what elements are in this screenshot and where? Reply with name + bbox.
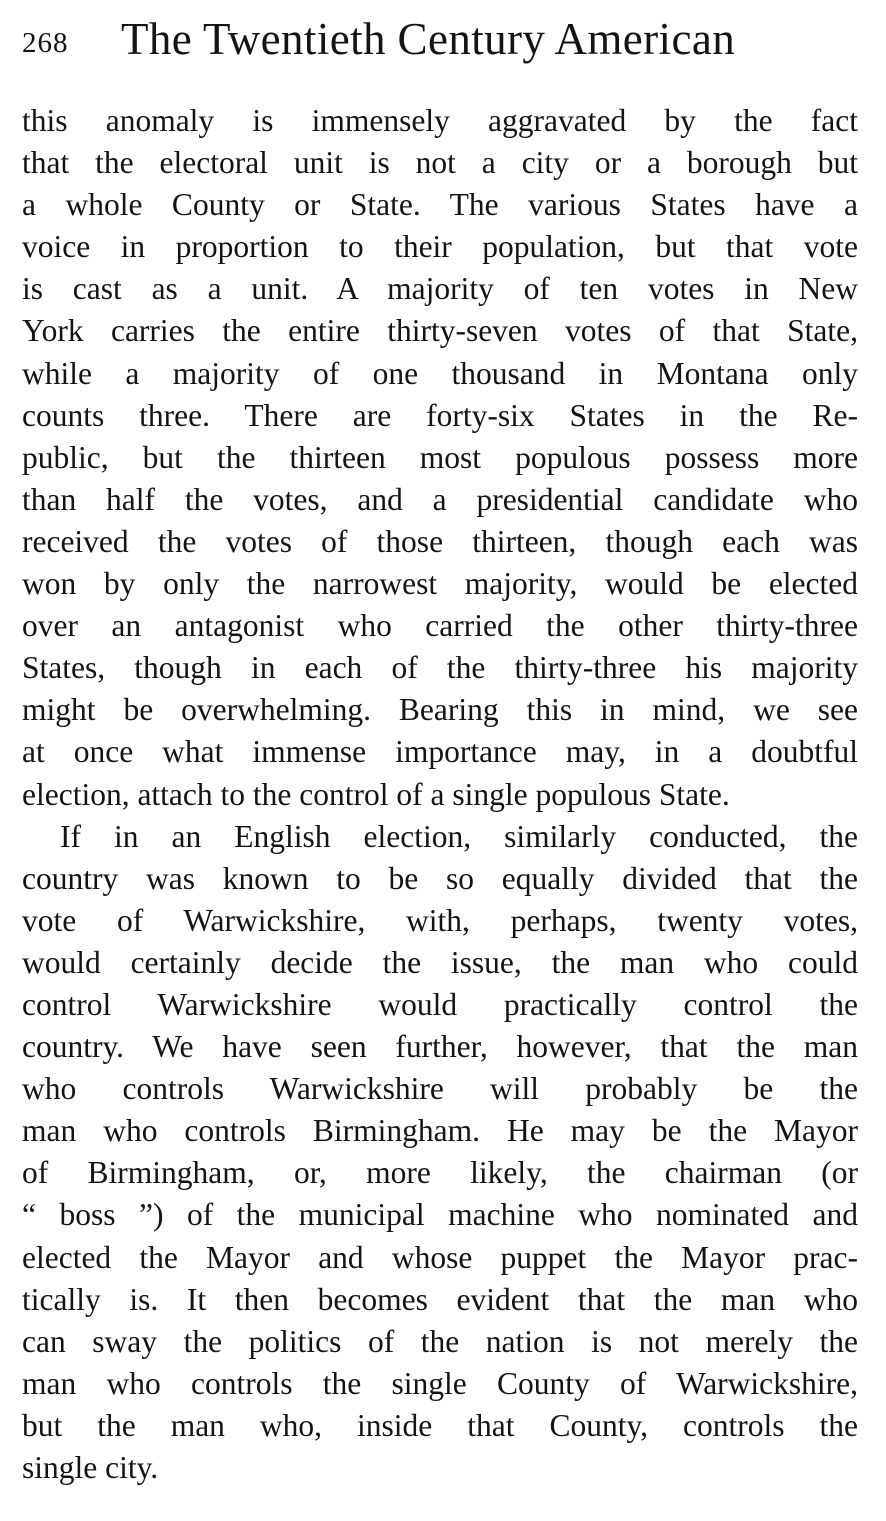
text-line: received the votes of those thirteen, though each was (22, 523, 858, 559)
text-line: voice in proportion to their population, but that vote (22, 229, 858, 265)
text-line: counts three. There are forty-six States in the Re- (22, 397, 858, 433)
text-line: is cast as a unit. A majority of ten votes in New (22, 271, 858, 307)
text-line: control Warwickshire would practically control the (22, 986, 858, 1022)
text-line: country was known to be so equally divided that the (22, 860, 858, 896)
text-line: over an antagonist who carried the other thirty-three (22, 608, 858, 644)
text-line: while a majority of one thousand in Montana only (22, 355, 858, 391)
text-line: at once what immense importance may, in a doubtful (22, 734, 858, 770)
text-line: “ boss ”) of the municipal machine who nominated and (22, 1197, 858, 1233)
paragraph-end-line: single city. (22, 1450, 159, 1485)
text-line: than half the votes, and a presidential candidate who (22, 481, 858, 517)
text-line: public, but the thirteen most populous possess more (22, 439, 858, 475)
text-line: who controls Warwickshire will probably be the (22, 1071, 858, 1107)
running-head (22, 8, 862, 68)
paragraph-end-line: election, attach to the control of a single populous State. (22, 776, 730, 812)
text-line: might be overwhelming. Bearing this in mind, we see (22, 692, 858, 728)
page-number: 268 (22, 27, 69, 59)
text-line: tically is. It then becomes evident that the man who (22, 1281, 858, 1317)
text-line: won by only the narrowest majority, would be elected (22, 566, 858, 602)
text-line: this anomaly is immensely aggravated by the fact (22, 103, 858, 138)
text-line: vote of Warwickshire, with, perhaps, twenty votes, (22, 902, 858, 938)
text-line: States, though in each of the thirty-three his majority (22, 650, 858, 686)
text-line: of Birmingham, or, more likely, the chairman (or (22, 1155, 858, 1191)
text-line: elected the Mayor and whose puppet the Mayor prac- (22, 1239, 858, 1275)
text-line: man who controls Birmingham. He may be the Mayor (22, 1113, 858, 1149)
text-line: man who controls the single County of Warwickshire, (22, 1365, 858, 1401)
book-title: The Twentieth Century American (121, 14, 736, 64)
text-line: country. We have seen further, however, that the man (22, 1029, 858, 1065)
text-line: can sway the politics of the nation is not merely the (22, 1323, 858, 1359)
paragraph-start-line: If in an English election, similarly conducted, the (60, 818, 858, 854)
text-line: but the man who, inside that County, controls the (22, 1407, 858, 1443)
body-text (22, 100, 858, 1489)
text-line: a whole County or State. The various States have a (22, 187, 858, 223)
text-line: would certainly decide the issue, the man who could (22, 944, 858, 980)
text-line: York carries the entire thirty-seven votes of that State, (22, 313, 858, 349)
text-line: that the electoral unit is not a city or a borough but (22, 145, 858, 181)
